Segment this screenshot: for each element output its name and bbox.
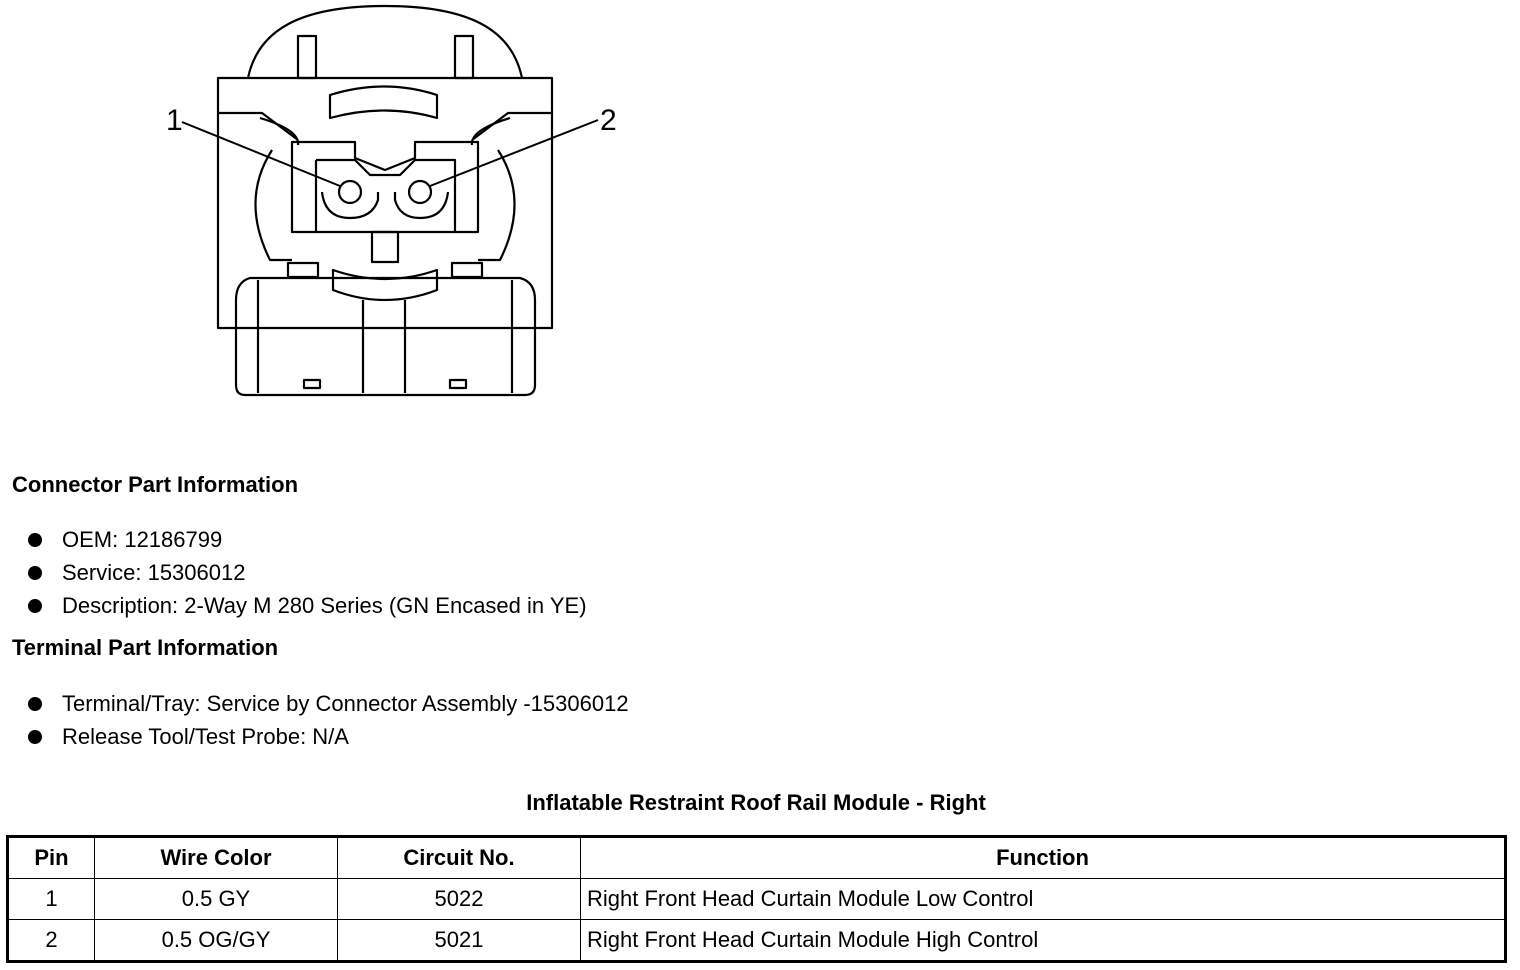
- latch-post-right: [455, 36, 473, 78]
- terminal-pin-2: [409, 181, 431, 203]
- connector-latch-dome: [248, 6, 522, 78]
- terminal-part-info-list: [28, 687, 629, 753]
- cell-function: Right Front Head Curtain Module High Control: [581, 920, 1506, 962]
- cell-wire-color: 0.5 OG/GY: [95, 920, 338, 962]
- list-item: Description: 2-Way M 280 Series (GN Encased in YE): [28, 589, 587, 622]
- connector-part-info-list: [28, 523, 587, 622]
- connector-housing: [218, 78, 552, 328]
- terminal-cavity: [292, 142, 478, 232]
- table-title: Inflatable Restraint Roof Rail Module - Right: [526, 790, 986, 815]
- bullet-icon: [28, 599, 42, 613]
- column-header-function: Function: [581, 837, 1506, 879]
- bullet-icon: [28, 533, 42, 547]
- terminal-part-info-heading: Terminal Part Information: [12, 635, 279, 660]
- table-header-row: [8, 837, 1506, 879]
- latch-post-left: [298, 36, 316, 78]
- column-header-wire-color: Wire Color: [95, 837, 338, 879]
- center-tab: [372, 232, 398, 262]
- connector-face-diagram: [150, 0, 630, 410]
- bullet-icon: [28, 730, 42, 744]
- lower-housing: [236, 278, 535, 395]
- table-row: [8, 920, 1506, 962]
- pinout-table: [6, 835, 1507, 963]
- pin-callout-2: 2: [600, 104, 617, 137]
- housing-top-key: [330, 87, 437, 119]
- cell-circuit-no: 5021: [338, 920, 581, 962]
- column-header-circuit-no: Circuit No.: [338, 837, 581, 879]
- bullet-icon: [28, 697, 42, 711]
- connector-part-info-heading: Connector Part Information: [12, 472, 299, 497]
- list-item: Service: 15306012: [28, 556, 587, 589]
- list-item: Terminal/Tray: Service by Connector Assembly -15306012: [28, 687, 629, 720]
- terminal-pin-1: [339, 181, 361, 203]
- column-header-pin: Pin: [8, 837, 95, 879]
- cell-function: Right Front Head Curtain Module Low Control: [581, 879, 1506, 920]
- table-row: [8, 879, 1506, 920]
- cell-circuit-no: 5022: [338, 879, 581, 920]
- cell-pin: 2: [8, 920, 95, 962]
- bullet-icon: [28, 566, 42, 580]
- pin-callout-1: 1: [166, 104, 183, 137]
- list-item: OEM: 12186799: [28, 523, 587, 556]
- cpa-lock: [333, 270, 437, 300]
- cell-wire-color: 0.5 GY: [95, 879, 338, 920]
- cell-pin: 1: [8, 879, 95, 920]
- leader-line-2: [430, 120, 598, 186]
- leader-line-1: [182, 122, 340, 186]
- list-item: Release Tool/Test Probe: N/A: [28, 720, 629, 753]
